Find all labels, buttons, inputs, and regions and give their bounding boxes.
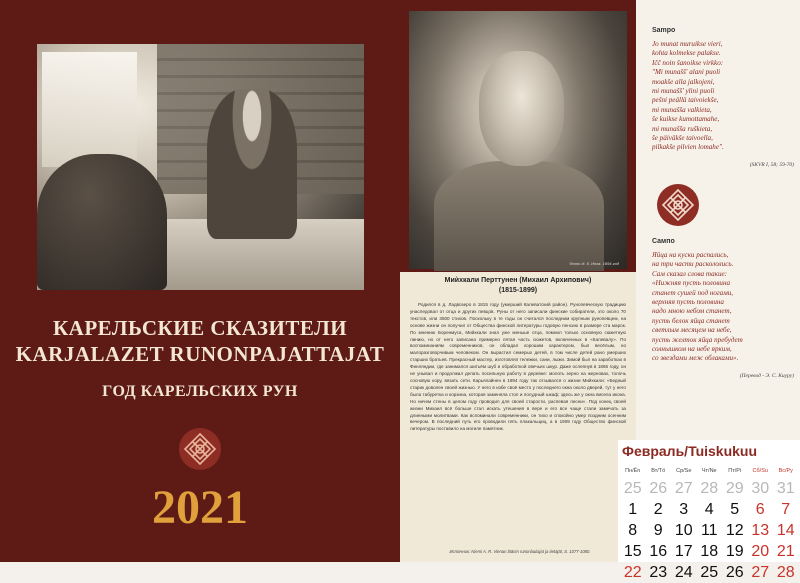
calendar-day: 20 [751, 543, 770, 560]
calendar-day: 17 [674, 543, 693, 560]
cover-photo [37, 44, 364, 290]
calendar-day-outside-month: 25 [623, 480, 642, 497]
runesinger-portrait [409, 11, 627, 269]
portrait-frame [400, 0, 636, 272]
calendar-day: 9 [653, 522, 663, 539]
poem-line: надо мною небом станет, [652, 307, 732, 316]
poem-line: светлым месяцем на небе, [652, 326, 732, 335]
weekday-header: Чт/Ne [701, 468, 717, 474]
poem-line: pešni peällä taivoiekše, [652, 96, 719, 105]
calendar-day: 24 [674, 564, 693, 581]
calendar-day-outside-month: 29 [725, 480, 744, 497]
weekday-header: Вс/Py [778, 468, 793, 474]
poem-line: на три части раскололись. [652, 260, 734, 269]
cover-title-ru: КАРЕЛЬСКИЕ СКАЗИТЕЛИ [52, 316, 348, 340]
calendar-day-outside-month: 28 [700, 480, 719, 497]
bio-name: Миѝхкали Перттунен (Михаил Архипович) [444, 277, 592, 284]
karelian-ornament-icon [656, 183, 700, 227]
calendar-day: 6 [755, 501, 765, 518]
bio-source: Источник: Niemi A. R. Vienan läänin runonlaulajat ja tietäjät, S. 1077-1080. [449, 549, 591, 554]
poem-line: "Mi munašš' alani puoli [652, 68, 721, 77]
calendar-day: 12 [725, 522, 744, 539]
poem-line: Ičč noin šanoikse virkko: [652, 58, 724, 67]
calendar-day: 11 [700, 522, 718, 539]
calendar-day-outside-month: 30 [751, 480, 770, 497]
calendar-day: 14 [776, 522, 795, 539]
poem-line: kohta kolmekse palakse. [652, 49, 721, 58]
poem-line: верхняя пусть половина [652, 298, 724, 307]
weekday-header: Вт/Tö [651, 468, 666, 474]
calendar-day: 13 [751, 522, 770, 539]
calendar-day: 1 [628, 501, 638, 518]
calendar-day: 16 [649, 543, 668, 560]
calendar-day-outside-month: 31 [776, 480, 795, 497]
cover-page [0, 0, 400, 562]
cover-subtitle: ГОД КАРЕЛЬСКИХ РУН [102, 383, 298, 400]
poem-line: mi munašš' ylini puoli [652, 87, 715, 96]
poem-line: mi munašša valkieta, [652, 105, 712, 114]
biography-panel [400, 272, 636, 562]
calendar-day: 22 [623, 564, 642, 581]
calendar-month-title: Февраль/Tuiskukuu [618, 440, 800, 462]
calendar-day: 28 [776, 564, 795, 581]
calendar-day: 10 [674, 522, 693, 539]
karelian-ornament-icon [178, 427, 222, 471]
poem-line: pilkakše pilvien lomahe". [652, 143, 724, 152]
poem-karelian [652, 27, 794, 168]
weekday-header: Ср/Se [676, 468, 692, 474]
poem-karelian-heading: Sampo [652, 27, 676, 34]
photo-credit: Фото И. К. Инха. 1894 год [569, 261, 619, 266]
poem-line: Jo munat muruikse vieri, [652, 40, 723, 48]
calendar-day: 21 [776, 543, 795, 560]
poem-line: mi munašša ruškieta, [652, 124, 713, 133]
weekday-header: Пт/Pi [728, 468, 742, 474]
poem-line: со звездами меж облаками». [652, 354, 739, 363]
poem-line: станет сушей под ногами, [652, 288, 734, 297]
poem-russian [652, 238, 794, 379]
calendar-day: 25 [700, 564, 719, 581]
calendar-day: 8 [628, 522, 638, 539]
calendar-day: 3 [679, 501, 689, 518]
calendar-day: 23 [649, 564, 668, 581]
poem-line: moakše alla jalkojeni, [652, 77, 715, 86]
poem-line: пусть белок яйца станет [652, 316, 730, 325]
calendar-day: 27 [751, 564, 770, 581]
calendar-day-outside-month: 26 [649, 480, 668, 497]
calendar-day: 4 [704, 501, 714, 518]
calendar-day-outside-month: 27 [674, 480, 693, 497]
calendar-day: 2 [653, 501, 663, 518]
bio-years: (1815-1899) [498, 287, 538, 294]
poem-line: Сам сказал слова такие: [652, 269, 728, 278]
poem-russian-heading: Сампо [652, 238, 675, 245]
weekday-header: Сб/Su [752, 468, 768, 474]
weekday-header: Пн/Ên [625, 468, 641, 474]
cover-title-karelian: KARJALAZET RUNONPAJATTAJAT [15, 342, 385, 366]
bio-text: Родился в д. Ладвозеро в 1815 году (умерший Калеватский район). Рунопевческую традицию унаследовал от отца и других певцов. Руны от него записали финские собиратели, это около 70 текстов, или 3500 стихов. Поскольку в те годы он считался последним крупным рунопевцем, на основе жизни он получил от Общества финской литературы годовую пенсию в размере ста марок. По мнению Боренмуса, Мийхкали знал уже меньше отца, помнил только основную сюжетную линию, но от него записана примерно пятая часть сюжетов, включенных в «Калевалу». По воспоминаниям современников, он обладал хорошим характером, был весёлым, но малоразговорчивым человеком. Он вырастил семерых детей, в том числе детей рано умерших старших братьев. Прекрасный мастер, изготовлял тележки, сани, лыжи. Зимой был на заработках в Финляндии, где занимался шитьём шуб и обработкой овечьих шкур. Даже ослепнув в 1865 году, он не унывал и продолжал делать посильную работу в деревне: молоть зерно на жерновах, толочь сосновую кору, вязать сети. Карьялайнен в 1894 году так отзывался о жизни Мийхкали: «Бедный старик доволен своей жизнью. У него в избе своё место у последнего окна около дверей, тут у него была табуретка и корзина, которая заменяла стол и посудный шкаф; здесь же у окна висела икона. Но ничем стены в целом году проводил для своей старости, распевая песни». Под конец своей жизни Михаил всё больше стал искать утешения в вере и его все чаще стали замечать за длинными молитвами. Как вспоминали современники, он тихо и спокойно умер поздним осенним вечером. В последний путь его проводили пять плакальщиц, а в 1909 году Общество финской литературы поставило на могиле памятник. [410, 302, 626, 432]
poem-russian-source: (Перевод - Э. С. Киуру) [739, 372, 794, 379]
calendar-day: 15 [623, 543, 642, 560]
poem-line: солнышком на небе ярким, [652, 345, 732, 354]
calendar-day: 26 [725, 564, 744, 581]
poem-karelian-source: (SKVR I, 58; 59-70) [749, 161, 794, 168]
poem-line: «Нижняя пусть половина [652, 279, 731, 288]
calendar-day: 7 [781, 501, 791, 518]
poem-line: še kuikse kumottamahe, [652, 115, 720, 124]
calendar-day: 18 [700, 543, 719, 560]
cover-year: 2021 [152, 481, 248, 534]
poem-line: пусть желток яйца пребудет [652, 335, 743, 344]
calendar-grid [620, 468, 800, 583]
poem-line: Яйца на куски распались, [652, 251, 729, 259]
poem-line: še päiväkše taivoella, [652, 134, 713, 143]
calendar-day: 19 [725, 543, 744, 560]
calendar-day: 5 [730, 501, 740, 518]
